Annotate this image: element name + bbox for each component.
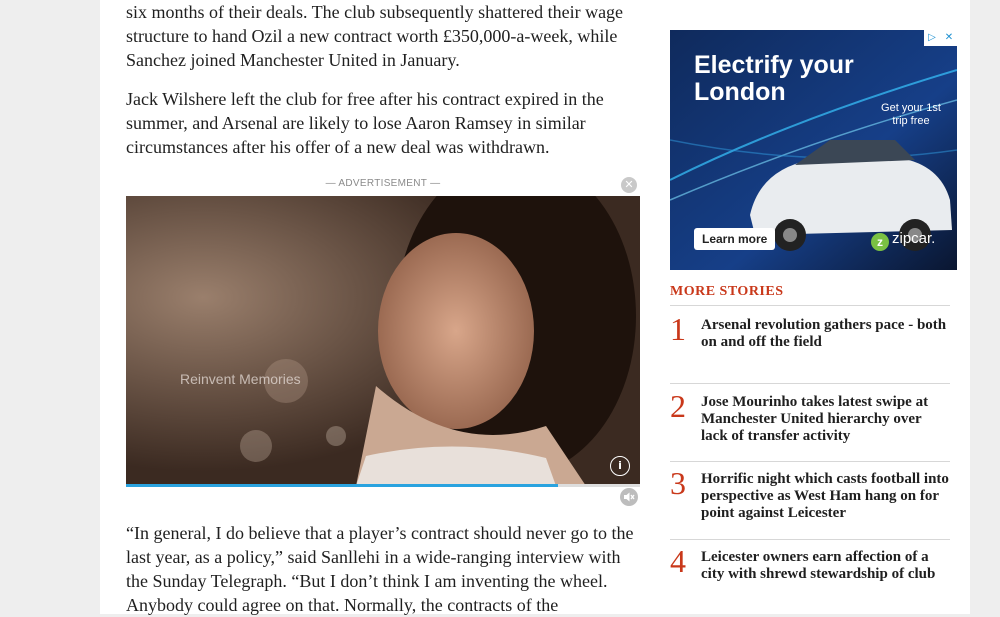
divider [670,383,950,384]
mute-icon[interactable] [620,488,638,506]
story-number: 3 [670,465,686,501]
ad-brand-name: zipcar. [892,230,936,247]
video-progress-fill [126,484,558,487]
story-link[interactable]: Horrific night which casts football into perspective as West Ham hang on for point against Leicester [701,471,949,521]
close-icon[interactable]: ✕ [621,177,637,193]
sidebar-ad[interactable] [670,30,957,270]
more-stories-heading: MORE STORIES [670,284,784,299]
article-paragraph: Jack Wilshere left the club for free after his contract expired in the summer, and Arsenal are likely to lose Aaron Ramsey in similar circumstances after his offer of a new deal was withdrawn. [126,89,604,157]
divider [670,305,950,306]
video-ad-player[interactable] [126,196,640,486]
video-caption: Reinvent Memories [180,371,301,387]
zipcar-logo-icon: z [871,233,889,251]
adchoices-play-icon[interactable]: ▷ [928,32,936,43]
info-icon[interactable]: i [610,456,630,476]
ad-offer: Get your 1st trip free [881,102,941,127]
ad-close-icon[interactable]: ✕ [944,32,954,43]
article-paragraph: six months of their deals. The club subsequently shattered their wage structure to hand Ozil a new contract worth £350,000-a-week, while Sanchez joined Manchester United in January. [126,2,624,70]
video-frame-image [126,196,640,486]
story-number: 2 [670,388,686,424]
story-number: 4 [670,543,686,579]
advertisement-label: — ADVERTISEMENT — [325,178,441,189]
adchoices-icon[interactable] [924,30,957,46]
article-paragraph: “In general, I do believe that a player’s contract should never go to the last year, as a policy,” said Sanllehi in a wide-ranging interview with the Sunday Telegraph. “But I don’t think I am inventing the wheel. Anybody could agree on that. Normally, the contracts of the [126,523,634,615]
story-number: 1 [670,311,686,347]
video-progress-bar[interactable] [126,484,640,487]
ad-brand-logo [871,230,935,251]
ad-headline: Electrify your London [694,51,854,106]
learn-more-button[interactable]: Learn more [694,228,775,250]
story-link[interactable]: Leicester owners earn affection of a city with shrewd stewardship of club [701,549,936,582]
story-link[interactable]: Arsenal revolution gathers pace - both on and off the field [701,317,947,350]
divider [670,461,950,462]
divider [670,539,950,540]
story-link[interactable]: Jose Mourinho takes latest swipe at Manchester United hierarchy over lack of transfer activity [701,394,929,444]
